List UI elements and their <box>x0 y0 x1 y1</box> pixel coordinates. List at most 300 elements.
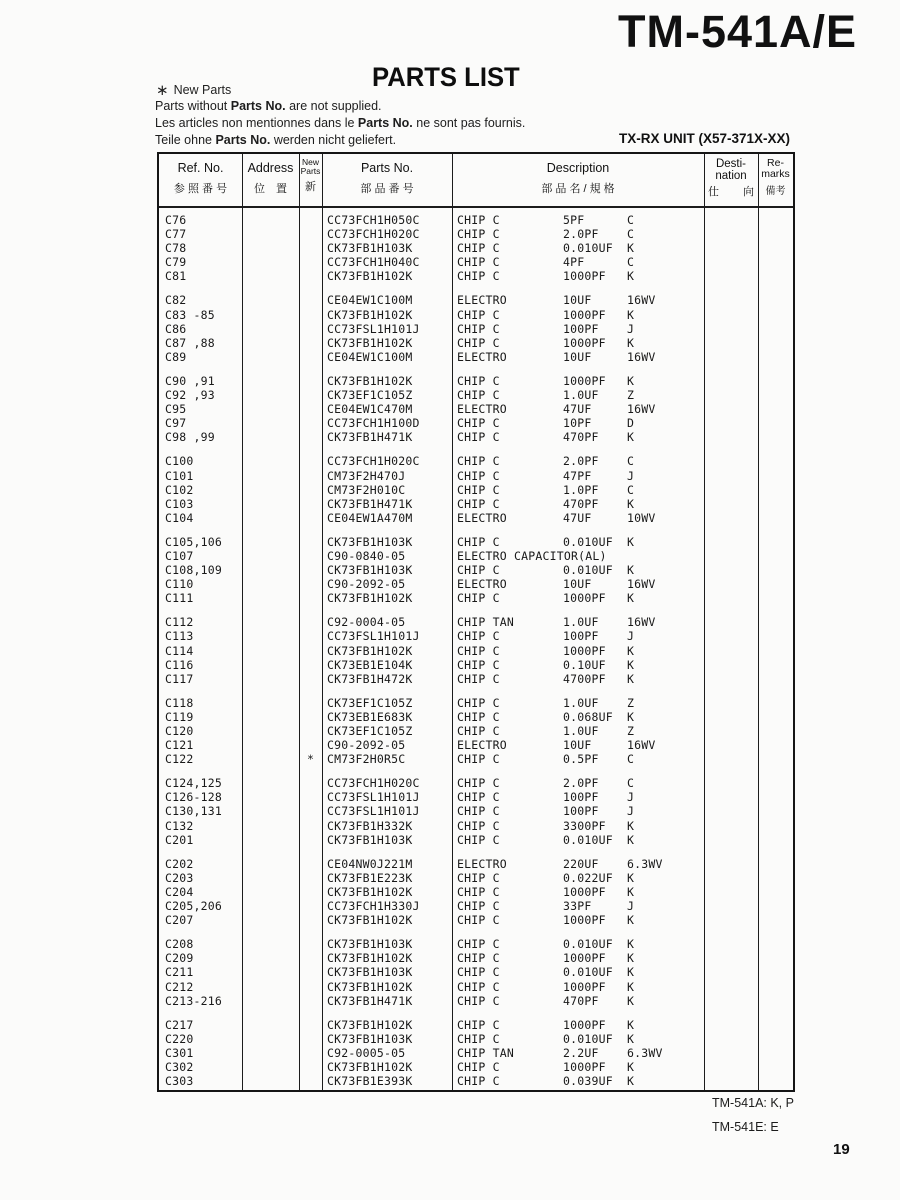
desc-tolerance-cell: C <box>627 255 635 270</box>
table-row <box>159 549 793 563</box>
desc-type-cell: CHIP C <box>457 591 500 606</box>
page-number: 19 <box>833 1141 850 1158</box>
parts-no-cell: CC73FSL1H101J <box>327 790 420 805</box>
desc-value-cell: 10UF <box>563 577 592 592</box>
desc-value-cell: 2.2UF <box>563 1045 599 1060</box>
desc-type-cell: CHIP C <box>457 629 500 644</box>
desc-value-cell: 0.010UF <box>563 937 613 952</box>
table-row <box>159 269 793 283</box>
table-row <box>159 965 793 979</box>
desc-tolerance-cell: K <box>627 1074 635 1089</box>
ref-no-cell: C79 <box>165 255 187 270</box>
parts-no-cell: C90-2092-05 <box>327 738 406 753</box>
desc-tolerance-cell: K <box>627 832 635 847</box>
desc-value-cell: 470PF <box>563 496 599 511</box>
table-row <box>159 1032 793 1046</box>
column-header-parts-no: Parts No. 部 品 番 号 <box>360 161 414 195</box>
table-row <box>159 241 793 255</box>
table-row <box>159 857 793 871</box>
parts-no-cell: CC73FCH1H100D <box>327 416 420 431</box>
desc-value-cell: 0.010UF <box>563 965 613 980</box>
desc-type-cell: CHIP C <box>457 818 500 833</box>
desc-tolerance-cell: 16WV <box>627 615 656 630</box>
parts-no-cell: CK73FB1H103K <box>327 241 413 256</box>
desc-tolerance-cell: K <box>627 643 635 658</box>
desc-tolerance-cell: 16WV <box>627 738 656 753</box>
new-parts-asterisk-icon: ∗ <box>156 82 169 99</box>
table-row <box>159 469 793 483</box>
desc-value-cell: 0.010UF <box>563 241 613 256</box>
parts-no-cell: CK73FB1H102K <box>327 269 413 284</box>
ref-no-cell: C86 <box>165 321 187 336</box>
parts-no-cell: CM73F2H470J <box>327 468 406 483</box>
desc-tolerance-cell: C <box>627 227 635 242</box>
ref-no-cell: C117 <box>165 671 194 686</box>
desc-value-cell: 1000PF <box>563 373 606 388</box>
desc-type-cell: CHIP C <box>457 496 500 511</box>
table-row <box>159 696 793 710</box>
table-row <box>159 535 793 549</box>
desc-type-cell: CHIP C <box>457 454 500 469</box>
desc-value-cell: 470PF <box>563 430 599 445</box>
note-german: Teile ohne Parts No. werden nicht geliefert. <box>155 133 397 147</box>
table-row <box>159 994 793 1008</box>
desc-value-cell: 100PF <box>563 629 599 644</box>
desc-type-cell: CHIP C <box>457 965 500 980</box>
desc-value-cell: 1000PF <box>563 643 606 658</box>
table-row <box>159 1046 793 1060</box>
desc-type-cell: CHIP C <box>457 430 500 445</box>
parts-no-cell: CK73EF1C105Z <box>327 724 413 738</box>
group-separator <box>159 766 793 776</box>
column-header-address: Address 位 置 <box>247 161 294 195</box>
ref-no-cell: C217 <box>165 1017 194 1032</box>
ref-no-cell: C82 <box>165 293 187 308</box>
desc-value-cell: 10UF <box>563 293 592 308</box>
table-row <box>159 629 793 643</box>
desc-type-cell: CHIP C <box>457 213 500 227</box>
group-separator <box>159 1008 793 1018</box>
desc-tolerance-cell: K <box>627 884 635 899</box>
ref-no-cell: C118 <box>165 695 194 710</box>
desc-tolerance-cell: K <box>627 870 635 885</box>
desc-type-cell: CHIP C <box>457 321 500 336</box>
table-row <box>159 819 793 833</box>
table-row <box>159 1074 793 1088</box>
table-row <box>159 336 793 350</box>
desc-type-cell: CHIP C <box>457 335 500 350</box>
desc-type-cell: CHIP C <box>457 416 500 431</box>
table-row <box>159 416 793 430</box>
parts-table <box>157 152 795 1092</box>
desc-value-cell: 100PF <box>563 321 599 336</box>
parts-no-cell: CK73FB1H471K <box>327 496 413 511</box>
ref-no-cell: C105,106 <box>165 534 222 549</box>
parts-no-cell: CE04EW1C100M <box>327 293 413 308</box>
ref-no-cell: C212 <box>165 979 194 994</box>
ref-no-cell: C100 <box>165 454 194 469</box>
table-row <box>159 644 793 658</box>
desc-type-cell: CHIP C <box>457 937 500 952</box>
desc-value-cell: 1000PF <box>563 1017 606 1032</box>
ref-no-cell: C95 <box>165 402 187 417</box>
ref-no-cell: C81 <box>165 269 187 284</box>
desc-tolerance-cell: C <box>627 752 635 767</box>
desc-tolerance-cell: J <box>627 899 635 914</box>
parts-no-cell: CK73FB1H471K <box>327 993 413 1008</box>
destination-note-e: TM-541E: E <box>712 1120 779 1134</box>
ref-no-cell: C78 <box>165 241 187 256</box>
table-row <box>159 563 793 577</box>
table-row <box>159 951 793 965</box>
desc-tolerance-cell: J <box>627 790 635 805</box>
desc-type-cell: ELECTRO <box>457 738 507 753</box>
desc-type-cell: CHIP C <box>457 790 500 805</box>
ref-no-cell: C97 <box>165 416 187 431</box>
desc-value-cell: 0.10UF <box>563 657 606 672</box>
group-separator <box>159 605 793 615</box>
desc-type-cell: CHIP C <box>457 1059 500 1074</box>
parts-no-cell: CK73FB1H102K <box>327 884 413 899</box>
column-header-new-parts: New Parts 新 <box>300 157 321 193</box>
desc-tolerance-cell: K <box>627 965 635 980</box>
table-row <box>159 804 793 818</box>
parts-no-cell: CC73FCH1H040C <box>327 255 420 270</box>
destination-note-a: TM-541A: K, P <box>712 1096 794 1110</box>
desc-value-cell: 1000PF <box>563 913 606 928</box>
desc-tolerance-cell: K <box>627 671 635 686</box>
ref-no-cell: C205,206 <box>165 899 222 914</box>
ref-no-cell: C114 <box>165 643 194 658</box>
parts-no-cell: CK73FB1H103K <box>327 534 413 549</box>
ref-no-cell: C201 <box>165 832 194 847</box>
desc-type-cell: CHIP C <box>457 724 500 738</box>
table-row <box>159 1018 793 1032</box>
desc-tolerance-cell: K <box>627 1031 635 1046</box>
desc-type-cell: CHIP C <box>457 227 500 242</box>
desc-value-cell: 10PF <box>563 416 592 431</box>
parts-no-cell: CK73FB1H102K <box>327 307 413 322</box>
desc-type-cell: CHIP C <box>457 870 500 885</box>
desc-tolerance-cell: K <box>627 241 635 256</box>
desc-value-cell: 100PF <box>563 790 599 805</box>
unit-label: TX-RX UNIT (X57-371X-XX) <box>618 131 790 146</box>
desc-type-cell: CHIP C <box>457 951 500 966</box>
desc-value-cell: 1.0UF <box>563 388 599 403</box>
table-row <box>159 591 793 605</box>
desc-tolerance-cell: J <box>627 321 635 336</box>
desc-value-cell: 0.010UF <box>563 1031 613 1046</box>
ref-no-cell: C110 <box>165 577 194 592</box>
table-row <box>159 1060 793 1074</box>
table-row <box>159 710 793 724</box>
parts-no-cell: CC73FCH1H020C <box>327 454 420 469</box>
ref-no-cell: C124,125 <box>165 776 222 791</box>
ref-no-cell: C112 <box>165 615 194 630</box>
parts-no-cell: CK73FB1H472K <box>327 671 413 686</box>
table-row <box>159 752 793 766</box>
ref-no-cell: C76 <box>165 213 187 227</box>
ref-no-cell: C209 <box>165 951 194 966</box>
desc-type-cell: CHIP C <box>457 1074 500 1089</box>
group-separator <box>159 444 793 454</box>
table-row <box>159 374 793 388</box>
parts-no-cell: CK73FB1H102K <box>327 373 413 388</box>
desc-tolerance-cell: J <box>627 804 635 819</box>
desc-tolerance-cell: D <box>627 416 635 431</box>
desc-type-cell: ELECTRO <box>457 856 507 871</box>
desc-tolerance-cell: 16WV <box>627 577 656 592</box>
parts-no-cell: CK73FB1H102K <box>327 1017 413 1032</box>
desc-tolerance-cell: Z <box>627 388 635 403</box>
desc-value-cell: 1000PF <box>563 884 606 899</box>
parts-no-cell: CE04EW1A470M <box>327 510 413 525</box>
desc-type-cell: ELECTRO <box>457 349 507 364</box>
desc-tolerance-cell: K <box>627 1059 635 1074</box>
ref-no-cell: C207 <box>165 913 194 928</box>
desc-tolerance-cell: K <box>627 951 635 966</box>
table-row <box>159 885 793 899</box>
ref-no-cell: C113 <box>165 629 194 644</box>
ref-no-cell: C208 <box>165 937 194 952</box>
desc-value-cell: 0.010UF <box>563 832 613 847</box>
ref-no-cell: C211 <box>165 965 194 980</box>
parts-no-cell: CK73EF1C105Z <box>327 388 413 403</box>
new-parts-mark: * <box>306 752 315 767</box>
desc-value-cell: 47PF <box>563 468 592 483</box>
desc-value-cell: 1000PF <box>563 951 606 966</box>
parts-no-cell: CK73FB1E393K <box>327 1074 413 1089</box>
desc-tolerance-cell: C <box>627 454 635 469</box>
desc-type-cell: CHIP C <box>457 671 500 686</box>
parts-no-cell: CK73FB1H103K <box>327 563 413 578</box>
parts-no-cell: C92-0004-05 <box>327 615 406 630</box>
desc-type-cell: CHIP C <box>457 657 500 672</box>
desc-type-cell: CHIP C <box>457 832 500 847</box>
ref-no-cell: C121 <box>165 738 194 753</box>
table-row <box>159 388 793 402</box>
desc-tolerance-cell: K <box>627 937 635 952</box>
ref-no-cell: C104 <box>165 510 194 525</box>
group-separator <box>159 686 793 696</box>
table-row <box>159 430 793 444</box>
ref-no-cell: C213-216 <box>165 993 222 1008</box>
table-row <box>159 937 793 951</box>
ref-no-cell: C89 <box>165 349 187 364</box>
parts-no-cell: CK73EF1C105Z <box>327 695 413 710</box>
parts-no-cell: CM73F2H010C <box>327 482 406 497</box>
table-row <box>159 980 793 994</box>
desc-tolerance-cell: K <box>627 979 635 994</box>
desc-value-cell: 2.0PF <box>563 776 599 791</box>
ref-no-cell: C130,131 <box>165 804 222 819</box>
desc-type-cell: CHIP C <box>457 241 500 256</box>
desc-tolerance-cell: 16WV <box>627 293 656 308</box>
desc-type-cell: ELECTRO <box>457 577 507 592</box>
group-separator <box>159 283 793 293</box>
desc-value-cell: 0.039UF <box>563 1074 613 1089</box>
desc-type-cell: ELECTRO <box>457 402 507 417</box>
table-row <box>159 577 793 591</box>
desc-tolerance-cell: 10WV <box>627 510 656 525</box>
desc-tolerance-cell: K <box>627 496 635 511</box>
parts-no-cell: CK73FB1H102K <box>327 335 413 350</box>
desc-value-cell: 2.0PF <box>563 227 599 242</box>
desc-type-cell: CHIP C <box>457 913 500 928</box>
desc-value-cell: 0.5PF <box>563 752 599 767</box>
desc-tolerance-cell: K <box>627 993 635 1008</box>
table-row <box>159 724 793 738</box>
desc-tolerance-cell: K <box>627 335 635 350</box>
table-row <box>159 511 793 525</box>
ref-no-cell: C120 <box>165 724 194 738</box>
desc-type-cell: CHIP C <box>457 752 500 767</box>
desc-value-cell: 2.0PF <box>563 454 599 469</box>
desc-value-cell: 4700PF <box>563 671 606 686</box>
desc-type-cell: ELECTRO CAPACITOR(AL) <box>457 548 607 563</box>
table-row <box>159 615 793 629</box>
desc-tolerance-cell: K <box>627 657 635 672</box>
parts-no-cell: CK73FB1H102K <box>327 913 413 928</box>
table-row <box>159 293 793 307</box>
desc-tolerance-cell: C <box>627 482 635 497</box>
desc-value-cell: 4PF <box>563 255 585 270</box>
desc-tolerance-cell: 6.3WV <box>627 856 663 871</box>
table-row <box>159 672 793 686</box>
parts-no-cell: C92-0005-05 <box>327 1045 406 1060</box>
desc-value-cell: 220UF <box>563 856 599 871</box>
desc-value-cell: 47UF <box>563 510 592 525</box>
table-row <box>159 308 793 322</box>
desc-tolerance-cell: Z <box>627 695 635 710</box>
desc-value-cell: 33PF <box>563 899 592 914</box>
desc-value-cell: 1000PF <box>563 1059 606 1074</box>
parts-no-cell: CM73F2H0R5C <box>327 752 406 767</box>
group-separator <box>159 364 793 374</box>
table-row <box>159 227 793 241</box>
desc-type-cell: CHIP C <box>457 269 500 284</box>
parts-no-cell: CK73FB1H102K <box>327 591 413 606</box>
desc-type-cell: ELECTRO <box>457 293 507 308</box>
desc-value-cell: 1000PF <box>563 591 606 606</box>
table-row <box>159 255 793 269</box>
ref-no-cell: C303 <box>165 1074 194 1089</box>
ref-no-cell: C77 <box>165 227 187 242</box>
ref-no-cell: C90 ,91 <box>165 373 215 388</box>
parts-no-cell: CK73FB1E223K <box>327 870 413 885</box>
table-row <box>159 658 793 672</box>
desc-type-cell: CHIP C <box>457 482 500 497</box>
new-parts-legend-label: New Parts <box>173 83 232 97</box>
ref-no-cell: C119 <box>165 709 194 724</box>
column-header-description: Description 部 品 名 / 規 格 <box>541 161 615 195</box>
desc-value-cell: 47UF <box>563 402 592 417</box>
desc-type-cell: CHIP C <box>457 899 500 914</box>
table-row <box>159 350 793 364</box>
desc-value-cell: 1.0UF <box>563 615 599 630</box>
table-header <box>159 154 793 206</box>
ref-no-cell: C116 <box>165 657 194 672</box>
desc-value-cell: 1.0UF <box>563 724 599 738</box>
parts-no-cell: CC73FSL1H101J <box>327 321 420 336</box>
parts-no-cell: CK73FB1H103K <box>327 1031 413 1046</box>
parts-no-cell: CK73FB1H332K <box>327 818 413 833</box>
parts-no-cell: CK73FB1H103K <box>327 937 413 952</box>
desc-type-cell: CHIP C <box>457 1017 500 1032</box>
ref-no-cell: C204 <box>165 884 194 899</box>
desc-tolerance-cell: C <box>627 213 635 227</box>
table-row <box>159 213 793 227</box>
table-row <box>159 913 793 927</box>
column-header-ref-no: Ref. No. 参 照 番 号 <box>173 161 228 195</box>
desc-value-cell: 0.010UF <box>563 534 613 549</box>
table-row <box>159 871 793 885</box>
desc-value-cell: 10UF <box>563 349 592 364</box>
ref-no-cell: C302 <box>165 1059 194 1074</box>
desc-type-cell: CHIP C <box>457 255 500 270</box>
parts-no-cell: C90-0840-05 <box>327 548 406 563</box>
table-row <box>159 483 793 497</box>
desc-value-cell: 1000PF <box>563 979 606 994</box>
ref-no-cell: C202 <box>165 856 194 871</box>
ref-no-cell: C107 <box>165 548 194 563</box>
ref-no-cell: C220 <box>165 1031 194 1046</box>
desc-value-cell: 1.0UF <box>563 695 599 710</box>
desc-value-cell: 0.068UF <box>563 709 613 724</box>
table-body <box>159 208 793 1088</box>
group-separator <box>159 927 793 937</box>
desc-type-cell: CHIP C <box>457 373 500 388</box>
parts-no-cell: CK73FB1H103K <box>327 965 413 980</box>
table-row <box>159 454 793 468</box>
desc-tolerance-cell: K <box>627 430 635 445</box>
ref-no-cell: C132 <box>165 818 194 833</box>
parts-no-cell: CK73FB1H102K <box>327 979 413 994</box>
desc-tolerance-cell: K <box>627 373 635 388</box>
desc-value-cell: 3300PF <box>563 818 606 833</box>
ref-no-cell: C122 <box>165 752 194 767</box>
group-separator <box>159 525 793 535</box>
parts-no-cell: CE04NW0J221M <box>327 856 413 871</box>
desc-type-cell: CHIP C <box>457 388 500 403</box>
desc-type-cell: CHIP C <box>457 979 500 994</box>
desc-tolerance-cell: K <box>627 709 635 724</box>
note-french: Les articles non mentionnes dans le Parts No. ne sont pas fournis. <box>155 116 526 130</box>
desc-type-cell: ELECTRO <box>457 510 507 525</box>
table-row <box>159 402 793 416</box>
ref-no-cell: C102 <box>165 482 194 497</box>
table-row <box>159 497 793 511</box>
parts-no-cell: CC73FCH1H050C <box>327 213 420 227</box>
parts-no-cell: CK73FB1H471K <box>327 430 413 445</box>
parts-no-cell: CK73EB1E104K <box>327 657 413 672</box>
table-row <box>159 790 793 804</box>
desc-tolerance-cell: 16WV <box>627 402 656 417</box>
parts-no-cell: CE04EW1C470M <box>327 402 413 417</box>
desc-tolerance-cell: Z <box>627 724 635 738</box>
ref-no-cell: C111 <box>165 591 194 606</box>
parts-no-cell: CK73FB1H103K <box>327 832 413 847</box>
parts-no-cell: CC73FCH1H020C <box>327 227 420 242</box>
desc-value-cell: 0.010UF <box>563 563 613 578</box>
ref-no-cell: C203 <box>165 870 194 885</box>
desc-type-cell: CHIP C <box>457 534 500 549</box>
desc-type-cell: CHIP C <box>457 993 500 1008</box>
desc-type-cell: CHIP C <box>457 884 500 899</box>
desc-type-cell: CHIP C <box>457 563 500 578</box>
ref-no-cell: C92 ,93 <box>165 388 215 403</box>
desc-tolerance-cell: 16WV <box>627 349 656 364</box>
